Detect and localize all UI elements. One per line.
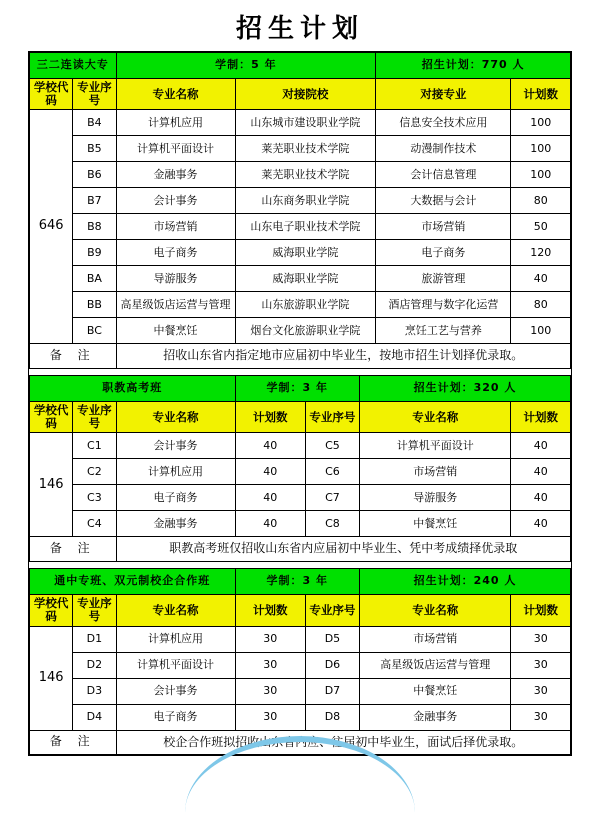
col-major-name: 专业名称 — [116, 402, 235, 433]
table-row — [30, 678, 571, 704]
table-row — [30, 626, 571, 652]
section-vocational-exam-table — [29, 375, 571, 562]
cell-count-2: 40 — [511, 433, 571, 459]
cell-college: 山东城市建设职业学院 — [235, 110, 376, 136]
cell-major-no: D1 — [73, 626, 116, 652]
table-header-row — [30, 402, 571, 433]
table-row — [30, 292, 571, 318]
cell-major-name: 金融事务 — [116, 511, 235, 537]
col-count-2: 计划数 — [511, 402, 571, 433]
note-label: 备 注 — [30, 344, 117, 369]
cell-major-no: B8 — [73, 214, 116, 240]
section-band-vocational-exam — [30, 376, 571, 402]
cell-count: 30 — [235, 678, 305, 704]
cell-count-2: 40 — [511, 511, 571, 537]
cell-major-name-2: 高星级饭店运营与管理 — [359, 652, 510, 678]
note-text: 职教高考班仅招收山东省内应届初中毕业生、凭中考成绩择优录取 — [116, 537, 570, 562]
cell-major-no: C1 — [73, 433, 116, 459]
band-system: 学制：5 年 — [116, 53, 376, 79]
col-major-no: 专业序号 — [73, 79, 116, 110]
cell-major-no-2: C7 — [305, 485, 359, 511]
cell-major-name: 会计事务 — [116, 678, 235, 704]
school-code-value: 146 — [30, 433, 73, 537]
col-major-no: 专业序号 — [73, 595, 116, 626]
cell-college: 莱芜职业技术学院 — [235, 162, 376, 188]
col-major-name-2: 专业名称 — [359, 402, 510, 433]
table-row — [30, 652, 571, 678]
cell-count: 40 — [511, 266, 571, 292]
cell-count: 100 — [511, 110, 571, 136]
col-major-no-2: 专业序号 — [305, 595, 359, 626]
cell-major-name: 电子商务 — [116, 485, 235, 511]
cell-major-no: B9 — [73, 240, 116, 266]
cell-college: 威海职业学院 — [235, 240, 376, 266]
cell-major-name: 电子商务 — [116, 704, 235, 730]
cell-major-name-2: 市场营销 — [359, 459, 510, 485]
cell-major-no: B6 — [73, 162, 116, 188]
cell-major-name: 电子商务 — [116, 240, 235, 266]
cell-major-no: BC — [73, 318, 116, 344]
cell-partner-major: 信息安全技术应用 — [376, 110, 511, 136]
cell-college: 威海职业学院 — [235, 266, 376, 292]
note-label: 备 注 — [30, 537, 117, 562]
cell-major-name-2: 中餐烹饪 — [359, 511, 510, 537]
col-school-code: 学校代码 — [30, 595, 73, 626]
cell-count: 100 — [511, 162, 571, 188]
cell-major-name: 金融事务 — [116, 162, 235, 188]
cell-major-no-2: D6 — [305, 652, 359, 678]
col-school-code: 学校代码 — [30, 79, 73, 110]
cell-count-2: 30 — [511, 678, 571, 704]
cell-major-no: D4 — [73, 704, 116, 730]
band-plan: 招生计划：240 人 — [359, 569, 570, 595]
cell-count: 40 — [235, 459, 305, 485]
cell-major-no: BA — [73, 266, 116, 292]
band-plan: 招生计划：770 人 — [376, 53, 571, 79]
cell-count-2: 40 — [511, 459, 571, 485]
table-row — [30, 110, 571, 136]
cell-major-no-2: D5 — [305, 626, 359, 652]
cell-partner-major: 烹饪工艺与营养 — [376, 318, 511, 344]
col-major-name: 专业名称 — [116, 79, 235, 110]
cell-major-name-2: 导游服务 — [359, 485, 510, 511]
cell-college: 山东旅游职业学院 — [235, 292, 376, 318]
section-band-school-enterprise — [30, 569, 571, 595]
table-row — [30, 511, 571, 537]
cell-major-name-2: 计算机平面设计 — [359, 433, 510, 459]
cell-major-no: B5 — [73, 136, 116, 162]
cell-partner-major: 动漫制作技术 — [376, 136, 511, 162]
cell-major-name-2: 金融事务 — [359, 704, 510, 730]
cell-major-no: D2 — [73, 652, 116, 678]
table-row — [30, 459, 571, 485]
cell-major-no-2: D8 — [305, 704, 359, 730]
band-system: 学制：3 年 — [235, 376, 359, 402]
cell-major-no: B7 — [73, 188, 116, 214]
col-major-name: 专业名称 — [116, 595, 235, 626]
table-row — [30, 188, 571, 214]
table-row — [30, 266, 571, 292]
cell-count: 120 — [511, 240, 571, 266]
cell-college: 山东电子职业技术学院 — [235, 214, 376, 240]
cell-count: 40 — [235, 433, 305, 459]
note-text: 招收山东省内指定地市应届初中毕业生，按地市招生计划择优录取。 — [116, 344, 570, 369]
col-count: 计划数 — [235, 402, 305, 433]
band-system: 学制：3 年 — [235, 569, 359, 595]
cell-count-2: 30 — [511, 704, 571, 730]
cell-count: 100 — [511, 136, 571, 162]
cell-major-name-2: 中餐烹饪 — [359, 678, 510, 704]
cell-count: 50 — [511, 214, 571, 240]
cell-count-2: 30 — [511, 626, 571, 652]
section-school-enterprise-table — [29, 568, 571, 755]
cell-partner-major: 会计信息管理 — [376, 162, 511, 188]
section-band-three-two — [30, 53, 571, 79]
cell-major-name-2: 市场营销 — [359, 626, 510, 652]
cell-partner-major: 市场营销 — [376, 214, 511, 240]
col-major-name-2: 专业名称 — [359, 595, 510, 626]
cell-major-name: 高星级饭店运营与管理 — [116, 292, 235, 318]
cell-major-no-2: C8 — [305, 511, 359, 537]
cell-major-no: D3 — [73, 678, 116, 704]
note-row — [30, 537, 571, 562]
cell-partner-major: 大数据与会计 — [376, 188, 511, 214]
cell-major-name: 计算机平面设计 — [116, 136, 235, 162]
table-header-row — [30, 595, 571, 626]
cell-major-name: 会计事务 — [116, 433, 235, 459]
cell-major-name: 市场营销 — [116, 214, 235, 240]
admission-plan-sheet — [28, 51, 572, 756]
cell-college: 莱芜职业技术学院 — [235, 136, 376, 162]
cell-college: 烟台文化旅游职业学院 — [235, 318, 376, 344]
cell-count-2: 40 — [511, 485, 571, 511]
col-count: 计划数 — [511, 79, 571, 110]
band-name: 职教高考班 — [30, 376, 236, 402]
cell-major-name: 计算机应用 — [116, 110, 235, 136]
cell-count: 100 — [511, 318, 571, 344]
cell-partner-major: 酒店管理与数字化运营 — [376, 292, 511, 318]
school-code-value: 146 — [30, 626, 73, 730]
cell-count: 30 — [235, 626, 305, 652]
col-partner-major: 对接专业 — [376, 79, 511, 110]
cell-major-no: C4 — [73, 511, 116, 537]
col-major-no: 专业序号 — [73, 402, 116, 433]
table-row — [30, 240, 571, 266]
cell-count-2: 30 — [511, 652, 571, 678]
cell-major-name: 计算机平面设计 — [116, 652, 235, 678]
cell-major-no: B4 — [73, 110, 116, 136]
cell-major-no-2: D7 — [305, 678, 359, 704]
cell-major-no-2: C5 — [305, 433, 359, 459]
table-row — [30, 704, 571, 730]
cell-count: 30 — [235, 652, 305, 678]
cell-count: 80 — [511, 188, 571, 214]
note-label: 备 注 — [30, 730, 117, 755]
col-major-no-2: 专业序号 — [305, 402, 359, 433]
table-header-row — [30, 79, 571, 110]
band-name: 三二连读大专 — [30, 53, 117, 79]
col-partner-college: 对接院校 — [235, 79, 376, 110]
table-row — [30, 162, 571, 188]
band-name: 通中专班、双元制校企合作班 — [30, 569, 236, 595]
col-count-2: 计划数 — [511, 595, 571, 626]
band-plan: 招生计划：320 人 — [359, 376, 570, 402]
table-row — [30, 485, 571, 511]
cell-major-no: C3 — [73, 485, 116, 511]
cell-major-no-2: C6 — [305, 459, 359, 485]
cell-count: 30 — [235, 704, 305, 730]
cell-major-name: 中餐烹饪 — [116, 318, 235, 344]
cell-major-no: C2 — [73, 459, 116, 485]
section-three-two-table — [29, 52, 571, 369]
cell-major-name: 会计事务 — [116, 188, 235, 214]
table-row — [30, 318, 571, 344]
cell-count: 80 — [511, 292, 571, 318]
note-text: 校企合作班拟招收山东省内应、往届初中毕业生，面试后择优录取。 — [116, 730, 570, 755]
note-row — [30, 344, 571, 369]
col-count: 计划数 — [235, 595, 305, 626]
cell-major-name: 计算机应用 — [116, 626, 235, 652]
col-school-code: 学校代码 — [30, 402, 73, 433]
cell-partner-major: 旅游管理 — [376, 266, 511, 292]
cell-major-name: 导游服务 — [116, 266, 235, 292]
cell-count: 40 — [235, 511, 305, 537]
cell-partner-major: 电子商务 — [376, 240, 511, 266]
cell-count: 40 — [235, 485, 305, 511]
school-code-value: 646 — [30, 110, 73, 344]
table-row — [30, 433, 571, 459]
table-row — [30, 136, 571, 162]
cell-major-name: 计算机应用 — [116, 459, 235, 485]
cell-college: 山东商务职业学院 — [235, 188, 376, 214]
table-row — [30, 214, 571, 240]
page-title: 招生计划 — [235, 14, 364, 44]
cell-major-no: BB — [73, 292, 116, 318]
